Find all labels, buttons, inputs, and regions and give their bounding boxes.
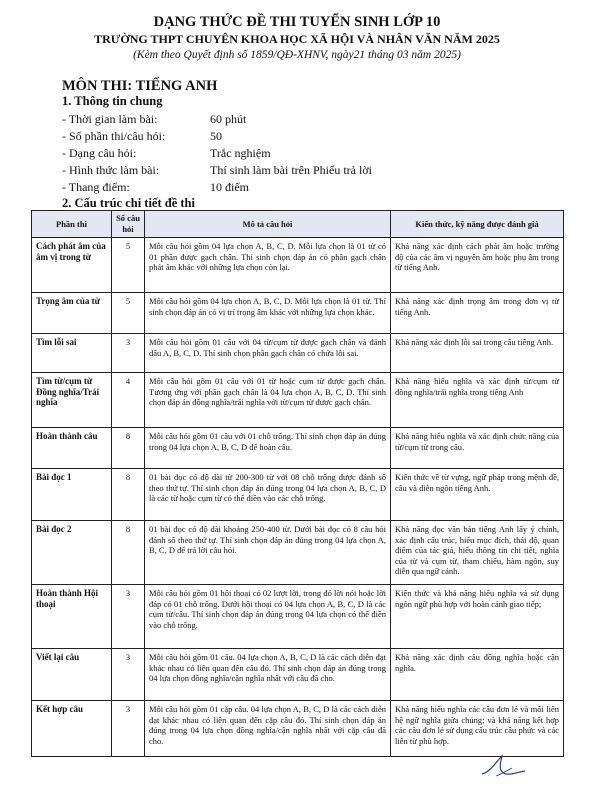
question-description: Mỗi câu hỏi gồm 01 hội thoại có 02 lượt lời, trong đó lời nói hoặc lời đáp có 01 chỗ trống. Dưới hội thoại có 04 lựa chọn A, B, C, D là các cụm từ/câu. Thí sinh chọn đáp án đúng trong 04 lựa chọn có thể điền vào chỗ trống. xyxy=(145,585,391,649)
question-description: Mỗi câu hỏi gồm 04 lựa chọn A, B, C, D. Mỗi lựa chọn là 01 từ. Thí sinh chọn đáp án có vị trí trọng âm khác với những lựa chọn khác. xyxy=(145,293,391,334)
part-name: Tìm từ/cụm từ Đồng nghĩa/Trái nghĩa xyxy=(32,373,112,428)
subject-title: MÔN THI: TIẾNG ANH xyxy=(62,78,218,94)
question-description: Mỗi câu hỏi gồm 01 cặp câu. 04 lựa chọn A, B, C, D là các cách diễn đạt khác nhau có liên quan đến cặp câu đó. Thí sinh chọn đáp án đúng trong 04 lựa chọn đồng nghĩa/cận nghĩa nhất với cặp câu đã cho. xyxy=(145,701,391,757)
header-description: Mô tả câu hỏi xyxy=(145,211,391,238)
question-description: Mỗi câu hỏi gồm 01 câu với 04 từ/cụm từ được gạch chân và đánh dấu A, B, C, D. Thí sinh chọn phần gạch chân có chứa lỗi sai. xyxy=(145,334,391,373)
part-name: Hoàn thành Hội thoại xyxy=(32,585,112,649)
question-description: Mỗi câu hỏi gồm 04 lựa chọn A, B, C, D. Mỗi lựa chọn là 01 từ có 01 phần được gạch chân. Thí sinh chọn đáp án có phần gạch chân phát âm khác với những lựa chọn còn lại. xyxy=(145,238,391,293)
question-description: 01 bài đọc có độ dài khoảng 250-400 từ. Dưới bài đọc có 8 câu hỏi đánh số theo thứ tự. Thí sinh chọn đáp án đúng trong 04 lựa chọn A, B, C, D để trả lời câu hỏi. xyxy=(145,521,391,585)
assessed-skill: Khả năng đọc văn bản tiếng Anh lấy ý chính, xác định cấu trúc, hiểu mục đích, thái độ, quan điểm của tác giả, hiểu thông tin chi tiết, nghĩa của từ và cụm từ, tham chiếu, hàm ngôn, suy diễn qua ngữ cảnh. xyxy=(391,521,564,585)
question-count: 5 xyxy=(112,293,145,334)
question-description: 01 bài đọc có độ dài từ 200-300 từ với 08 chỗ trống được đánh số theo thứ tự. Thí sinh chọn đáp án đúng trong 04 lựa chọn A, B, C, D là các từ hoặc cụm từ có thể điền vào các chỗ trống. xyxy=(145,469,391,521)
question-description: Mỗi câu hỏi gồm 01 câu với 01 từ hoặc cụm từ được gạch chân. Tương ứng với phần gạch chân là 04 lựa chọn A, B, C, D. Thí sinh chọn đáp án đồng nghĩa/trái nghĩa với từ/cụm từ được gạch chân. xyxy=(145,373,391,428)
assessed-skill: Khả năng xác định trọng âm trong đơn vị từ tiếng Anh. xyxy=(391,293,564,334)
header-part: Phần thi xyxy=(32,211,112,238)
question-description: Mỗi câu hỏi gồm 01 câu. 04 lựa chọn A, B, C, D là các cách diễn đạt khác nhau có liên quan đến câu đó. Thí sinh chọn đáp án đúng trong 04 lựa chọn đồng nghĩa/cận nghĩa nhất với câu đã cho. xyxy=(145,649,391,701)
header-count: Số câu hỏi xyxy=(112,211,145,238)
info-label: - Số phần thi/câu hỏi: xyxy=(62,129,166,143)
decision-reference: (Kèm theo Quyết định số 1859/QĐ-XHNV, ngày21 tháng 03 năm 2025) xyxy=(133,49,461,61)
part-name: Hoàn thành câu xyxy=(32,428,112,469)
question-count: 8 xyxy=(112,521,145,585)
assessed-skill: Kiến thức và khả năng hiểu nghĩa và sử dụng ngôn ngữ phù hợp với hoàn cảnh giao tiếp; xyxy=(391,585,564,649)
question-count: 5 xyxy=(112,238,145,293)
part-name: Tìm lỗi sai xyxy=(32,334,112,373)
section2-title: 2. Cấu trúc chi tiết đề thi xyxy=(62,196,195,210)
part-name: Cách phát âm của âm vị trong từ xyxy=(32,238,112,293)
table-row xyxy=(32,521,564,585)
signature-mark xyxy=(478,752,528,780)
question-count: 3 xyxy=(112,585,145,649)
table-header-row xyxy=(32,211,564,238)
assessed-skill: Khả năng hiểu nghĩa và xác định chức năng của từ/cụm từ trong câu. xyxy=(391,428,564,469)
info-label: - Hình thức làm bài: xyxy=(62,163,160,177)
info-label: - Dạng câu hỏi: xyxy=(62,146,137,160)
assessed-skill: Kiến thức về từ vựng, ngữ pháp trong mệnh đề, câu và diễn ngôn tiếng Anh. xyxy=(391,469,564,521)
question-count: 8 xyxy=(112,469,145,521)
question-count: 8 xyxy=(112,428,145,469)
info-value: Trắc nghiệm xyxy=(210,146,271,160)
table-row xyxy=(32,238,564,293)
info-label: - Thời gian làm bài: xyxy=(62,112,158,126)
info-value: 60 phút xyxy=(210,112,247,126)
table-row xyxy=(32,428,564,469)
table-row xyxy=(32,293,564,334)
question-description: Mỗi câu hỏi gồm 01 câu với 01 chỗ trống. Thí sinh chọn đáp án đúng trong 04 lựa chọn A, B, C, D để hoàn câu. xyxy=(145,428,391,469)
part-name: Viết lại câu xyxy=(32,649,112,701)
assessed-skill: Khả năng hiểu nghĩa các câu đơn lẻ và mối liên hệ ngữ nghĩa giữa chúng; và khả năng kết hợp các câu đơn lẻ sử dụng cấu trúc câu phức và các liên từ phù hợp. xyxy=(391,701,564,757)
info-value: 10 điểm xyxy=(210,180,249,194)
table-row xyxy=(32,469,564,521)
info-label: - Thang điểm: xyxy=(62,180,130,194)
assessed-skill: Khả năng xác định lỗi sai trong câu tiếng Anh. xyxy=(391,334,564,373)
header-skills: Kiến thức, kỹ năng được đánh giá xyxy=(391,211,564,238)
section1-title: 1. Thông tin chung xyxy=(62,94,163,108)
assessed-skill: Khả năng hiểu nghĩa và xác định từ/cụm từ đồng nghĩa/trái nghĩa trong tiếng Anh xyxy=(391,373,564,428)
table-row xyxy=(32,585,564,649)
question-count: 3 xyxy=(112,701,145,757)
table-row xyxy=(32,701,564,757)
table-row xyxy=(32,334,564,373)
table-row xyxy=(32,649,564,701)
assessed-skill: Khả năng xác định cách phát âm hoặc trường độ của các âm vị nguyên âm hoặc phụ âm trong từ tiếng Anh. xyxy=(391,238,564,293)
document-title: DẠNG THỨC ĐỀ THI TUYỂN SINH LỚP 10 xyxy=(153,14,441,30)
part-name: Trọng âm của từ xyxy=(32,293,112,334)
question-count: 4 xyxy=(112,373,145,428)
part-name: Kết hợp câu xyxy=(32,701,112,757)
exam-structure-table xyxy=(31,210,564,757)
table-row xyxy=(32,373,564,428)
part-name: Bài đọc 2 xyxy=(32,521,112,585)
info-value: Thí sinh làm bài trên Phiếu trả lời xyxy=(210,163,372,177)
part-name: Bài đọc 1 xyxy=(32,469,112,521)
info-value: 50 xyxy=(210,129,222,143)
question-count: 3 xyxy=(112,649,145,701)
assessed-skill: Khả năng xác định câu đồng nghĩa hoặc cận nghĩa. xyxy=(391,649,564,701)
question-count: 3 xyxy=(112,334,145,373)
school-name: TRƯỜNG THPT CHUYÊN KHOA HỌC XÃ HỘI VÀ NHÂN VĂN NĂM 2025 xyxy=(94,32,500,46)
